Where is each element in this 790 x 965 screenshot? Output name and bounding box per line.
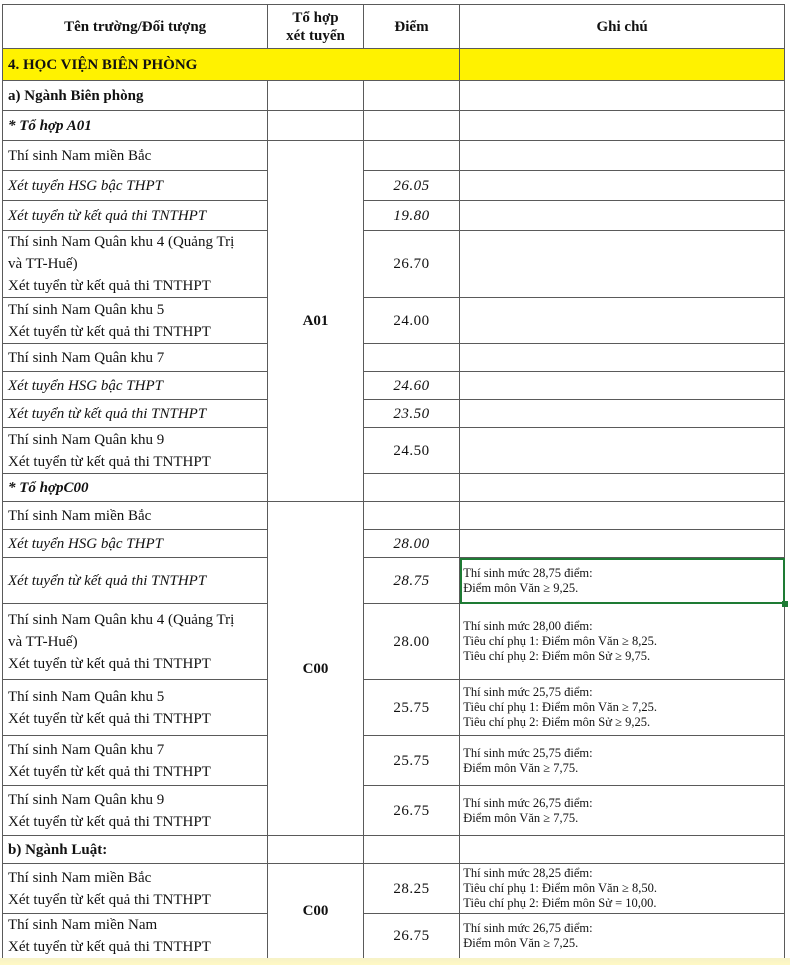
row-label[interactable]: Xét tuyển từ kết quả thi TNTHPT xyxy=(3,558,268,604)
table-row xyxy=(3,786,785,836)
note-line: Tiêu chí phụ 1: Điểm môn Văn ≥ 8,50. xyxy=(463,881,657,895)
row-label-line: Xét tuyển từ kết quả thi TNTHPT xyxy=(8,813,211,830)
cell[interactable] xyxy=(460,141,785,171)
table-row xyxy=(3,201,785,231)
score-cell[interactable]: 28.00 xyxy=(363,604,460,680)
cell[interactable] xyxy=(460,400,785,428)
score-cell[interactable]: 28.00 xyxy=(363,530,460,558)
header-tohop[interactable] xyxy=(268,5,363,49)
row-label[interactable] xyxy=(3,736,268,786)
cell[interactable] xyxy=(363,81,460,111)
row-label[interactable]: Thí sinh Nam Quân khu 7 xyxy=(3,344,268,372)
row-label-line: Thí sinh Nam Quân khu 4 (Quảng Trị xyxy=(8,611,235,628)
row-label[interactable] xyxy=(3,914,268,959)
row-label-line: Xét tuyển từ kết quả thi TNTHPT xyxy=(8,453,211,470)
major-bien-phong[interactable]: a) Ngành Biên phòng xyxy=(3,81,268,111)
school-title[interactable]: 4. HỌC VIỆN BIÊN PHÒNG xyxy=(3,49,460,81)
row-label[interactable] xyxy=(3,680,268,736)
score-cell[interactable]: 26.75 xyxy=(363,914,460,959)
table-row xyxy=(3,372,785,400)
note-cell-selected[interactable] xyxy=(460,558,785,604)
cell[interactable] xyxy=(460,530,785,558)
row-label-line: Xét tuyển từ kết quả thi TNTHPT xyxy=(8,710,211,727)
table-row xyxy=(3,680,785,736)
row-label[interactable]: Xét tuyển HSG bậc THPT xyxy=(3,171,268,201)
cell[interactable] xyxy=(460,201,785,231)
row-label-line: Thí sinh Nam miền Nam xyxy=(8,917,158,933)
row-label-line: Thí sinh Nam Quân khu 4 (Quảng Trị xyxy=(8,234,235,250)
row-label[interactable] xyxy=(3,864,268,914)
table-row xyxy=(3,530,785,558)
note-cell[interactable] xyxy=(460,864,785,914)
tohop-luat-c00[interactable]: C00 xyxy=(268,864,363,959)
table-row xyxy=(3,736,785,786)
row-label-line: Thí sinh Nam Quân khu 9 xyxy=(8,791,165,808)
row-label[interactable] xyxy=(3,604,268,680)
row-label[interactable]: Xét tuyển HSG bậc THPT xyxy=(3,372,268,400)
header-row xyxy=(3,5,785,49)
note-cell[interactable] xyxy=(460,786,785,836)
score-cell[interactable]: 24.50 xyxy=(363,428,460,474)
note-cell[interactable] xyxy=(460,680,785,736)
cell[interactable] xyxy=(460,298,785,344)
table-row xyxy=(3,141,785,171)
cell[interactable] xyxy=(460,372,785,400)
major-luat[interactable]: b) Ngành Luật: xyxy=(3,836,268,864)
group-row xyxy=(3,474,785,502)
score-cell[interactable]: 24.00 xyxy=(363,298,460,344)
cell[interactable] xyxy=(363,111,460,141)
cell[interactable] xyxy=(268,81,363,111)
row-label[interactable] xyxy=(3,231,268,298)
tohop-a01[interactable]: A01 xyxy=(268,141,363,502)
row-label[interactable] xyxy=(3,786,268,836)
note-line: Thí sinh mức 25,75 điểm: xyxy=(463,685,593,699)
fill-handle[interactable] xyxy=(782,601,788,607)
group-row xyxy=(3,111,785,141)
row-label-line: Thí sinh Nam Quân khu 5 xyxy=(8,301,165,318)
cell[interactable] xyxy=(363,344,460,372)
note-cell[interactable] xyxy=(460,604,785,680)
row-label-line: Thí sinh Nam miền Bắc xyxy=(8,869,152,886)
major-row xyxy=(3,81,785,111)
note-cell[interactable] xyxy=(460,736,785,786)
school-row xyxy=(3,49,785,81)
row-label[interactable]: Xét tuyển từ kết quả thi TNTHPT xyxy=(3,201,268,231)
row-label-line: Xét tuyển từ kết quả thi TNTHPT xyxy=(8,763,211,780)
note-line: Thí sinh mức 28,25 điểm: xyxy=(463,866,593,880)
cell[interactable] xyxy=(460,428,785,474)
school-note-cell[interactable] xyxy=(460,49,785,81)
table-row xyxy=(3,604,785,680)
cell[interactable] xyxy=(460,231,785,298)
row-label[interactable]: Thí sinh Nam miền Bắc xyxy=(3,502,268,530)
note-cell[interactable] xyxy=(460,914,785,959)
cell[interactable] xyxy=(460,344,785,372)
table-row xyxy=(3,428,785,474)
table-row xyxy=(3,864,785,914)
row-label[interactable]: Xét tuyển HSG bậc THPT xyxy=(3,530,268,558)
score-cell[interactable]: 25.75 xyxy=(363,680,460,736)
note-line: Tiêu chí phụ 1: Điểm môn Văn ≥ 7,25. xyxy=(463,700,657,714)
table-row xyxy=(3,558,785,604)
table-row xyxy=(3,344,785,372)
tohop-c00[interactable]: C00 xyxy=(268,502,363,836)
table-row xyxy=(3,400,785,428)
score-cell[interactable]: 23.50 xyxy=(363,400,460,428)
header-score[interactable]: Điểm xyxy=(363,5,460,49)
table-row xyxy=(3,171,785,201)
cell[interactable] xyxy=(460,836,785,864)
score-cell[interactable]: 26.70 xyxy=(363,231,460,298)
row-label-line: Thí sinh Nam Quân khu 7 xyxy=(8,741,165,758)
row-label-line: Thí sinh Nam Quân khu 9 xyxy=(8,431,165,448)
score-cell[interactable]: 24.60 xyxy=(363,372,460,400)
table-row xyxy=(3,914,785,959)
row-label-line: và TT-Huế) xyxy=(8,256,78,272)
major-row xyxy=(3,836,785,864)
cell[interactable] xyxy=(268,111,363,141)
score-cell[interactable]: 19.80 xyxy=(363,201,460,231)
note-line: Thí sinh mức 26,75 điểm: xyxy=(463,921,593,935)
header-tohop-line2: xét tuyển xyxy=(286,27,345,44)
cell[interactable] xyxy=(268,836,363,864)
note-line: Tiêu chí phụ 2: Điểm môn Sử = 10,00. xyxy=(463,896,657,910)
table-row xyxy=(3,502,785,530)
admission-score-table xyxy=(2,4,785,959)
note-line: Tiêu chí phụ 2: Điểm môn Sử ≥ 9,25. xyxy=(463,715,651,729)
score-cell[interactable]: 26.05 xyxy=(363,171,460,201)
row-label-line: và TT-Huế) xyxy=(8,633,78,650)
score-cell[interactable]: 26.75 xyxy=(363,786,460,836)
score-cell[interactable]: 25.75 xyxy=(363,736,460,786)
cell[interactable] xyxy=(363,502,460,530)
cell[interactable] xyxy=(460,502,785,530)
note-line: Tiêu chí phụ 2: Điểm môn Sử ≥ 9,75. xyxy=(463,649,651,663)
cell[interactable] xyxy=(460,81,785,111)
row-label[interactable]: Xét tuyển từ kết quả thi TNTHPT xyxy=(3,400,268,428)
header-note[interactable]: Ghi chú xyxy=(460,5,785,49)
next-row-edge xyxy=(0,958,790,965)
table-row xyxy=(3,231,785,298)
cell[interactable] xyxy=(460,474,785,502)
row-label-line: Thí sinh Nam Quân khu 5 xyxy=(8,688,165,705)
row-label[interactable] xyxy=(3,298,268,344)
score-cell[interactable]: 28.75 xyxy=(363,558,460,604)
cell[interactable] xyxy=(460,171,785,201)
row-label-line: Xét tuyển từ kết quả thi TNTHPT xyxy=(8,323,211,340)
group-c00[interactable]: * Tổ hợpC00 xyxy=(3,474,268,502)
note-line: Điểm môn Văn ≥ 9,25. xyxy=(463,580,579,595)
header-tohop-line1: Tổ hợp xyxy=(292,9,339,26)
header-name[interactable]: Tên trường/Đối tượng xyxy=(3,5,268,49)
group-a01[interactable]: * Tổ hợp A01 xyxy=(3,111,268,141)
cell[interactable] xyxy=(460,111,785,141)
note-line: Thí sinh mức 26,75 điểm: xyxy=(463,795,593,810)
row-label-line: Xét tuyển từ kết quả thi TNTHPT xyxy=(8,891,211,908)
note-line: Điểm môn Văn ≥ 7,25. xyxy=(463,936,579,950)
cell[interactable] xyxy=(363,836,460,864)
cell[interactable] xyxy=(363,141,460,171)
row-label[interactable] xyxy=(3,428,268,474)
note-line: Điểm môn Văn ≥ 7,75. xyxy=(463,760,579,775)
note-line: Thí sinh mức 28,00 điểm: xyxy=(463,619,593,633)
row-label-line: Xét tuyển từ kết quả thi TNTHPT xyxy=(8,655,211,672)
note-line: Điểm môn Văn ≥ 7,75. xyxy=(463,810,579,825)
row-label-line: Xét tuyển từ kết quả thi TNTHPT xyxy=(8,278,211,294)
cell[interactable] xyxy=(363,474,460,502)
note-line: Thí sinh mức 28,75 điểm: xyxy=(463,565,593,580)
score-cell[interactable]: 28.25 xyxy=(363,864,460,914)
row-label[interactable]: Thí sinh Nam miền Bắc xyxy=(3,141,268,171)
note-line: Thí sinh mức 25,75 điểm: xyxy=(463,745,593,760)
note-line: Tiêu chí phụ 1: Điểm môn Văn ≥ 8,25. xyxy=(463,634,657,648)
table-row xyxy=(3,298,785,344)
row-label-line: Xét tuyển từ kết quả thi TNTHPT xyxy=(8,939,211,955)
